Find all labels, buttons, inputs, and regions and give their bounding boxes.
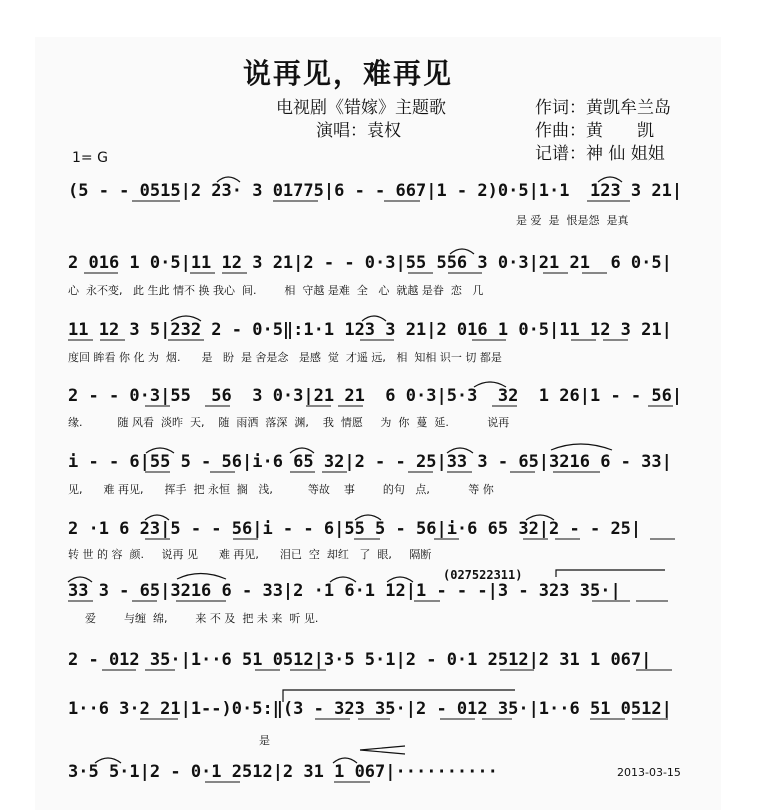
score-line-7: 33 3 - 65|3216 6 - 33|2 ·1 6·1 12|1 - - -|3 - 323 35·| [68, 581, 621, 601]
slur-mark [387, 577, 413, 582]
score-line-2: 2 016 1 0·5|11 12 3 21|2 - - 0·3|55 556 3 0·3|21 21 6 0·5| [68, 253, 672, 273]
score-line-10: 3·5 5·1|2 - 0·1 2512|2 31 1 067|·········· [68, 762, 498, 782]
hairpin-mark [360, 746, 405, 754]
slur-mark [146, 448, 174, 453]
slur-mark [551, 444, 612, 450]
grace-note-ornament: (027522311) [443, 568, 523, 582]
transcription-date: 2013-03-15 [617, 766, 681, 779]
score-line-5: i - - 6|55 5 - 56|i·6 65 32|2 - - 25|33 3 - 65|3216 6 - 33| [68, 452, 672, 472]
score-line-1: (5 - - 0515|2 23· 3 01775|6 - - 667|1 - 2)0·5|1·1 123 3 21| [68, 181, 683, 201]
song-title: 说再见，难再见 [243, 57, 454, 90]
score-line-9: 1··6 3·2 21|1--)0·5:‖(3 - 323 35·|2 - 012 35·|1··6 51 0512| [68, 699, 672, 719]
composer-credit: 作曲：黄 凯 [535, 121, 654, 141]
volta-bracket [283, 690, 515, 702]
key-signature: 1= G [72, 150, 108, 166]
slur-mark [330, 577, 356, 582]
slur-mark [217, 177, 240, 182]
slur-mark [95, 758, 121, 763]
singer-credit: 演唱：袁权 [316, 121, 401, 141]
lyric-line-7: 爱 与缠 绵, 来 不 及 把 未 来 听 见. [85, 612, 319, 625]
slur-mark [145, 515, 169, 520]
slur-mark [355, 515, 381, 520]
volta-bracket [556, 570, 665, 577]
lyric-line-2: 心 永不变, 此 生此 情不 换 我心 间. 相 守越 是难 全 心 就越 是眷 恋 几 [68, 284, 484, 297]
slur-mark [598, 177, 622, 182]
slur-mark [68, 577, 92, 582]
slur-mark [362, 316, 386, 321]
slur-mark [474, 382, 506, 387]
transcriber-credit: 记谱：神 仙 姐姐 [535, 144, 665, 164]
slur-mark [171, 316, 201, 321]
lyric-line-5: 见, 难 再见, 挥手 把 永恒 搁 浅, 等故 事 的句 点, 等 你 [68, 483, 494, 496]
score-line-6: 2 ·1 6 23|5 - - 56|i - - 6|55 5 - 56|i·6 65 32|2 - - 25| [68, 519, 642, 539]
lyric-line-4: 缘. 随 风看 淡昨 天, 随 雨洒 落深 渊, 我 情愿 为 你 蔓 延. 说再 [68, 416, 510, 429]
slur-mark [333, 758, 357, 763]
slur-mark [447, 448, 473, 453]
lyricist-credit: 作词：黄凯牟兰岛 [535, 98, 671, 118]
slur-mark [526, 515, 554, 520]
score-line-8: 2 - 012 35·|1··6 51 0512|3·5 5·1|2 - 0·1 2512|2 31 1 067| [68, 650, 652, 670]
score-line-3: 11 12 3 5|232 2 - 0·5‖:1·1 123 3 21|2 016 1 0·5|11 12 3 21| [68, 320, 672, 340]
slur-mark [177, 574, 226, 580]
lyric-line-3: 度回 眸看 你 化 为 烟. 是 盼 是 舍是念 是感 觉 才遥 远, 相 知相 识一 切 都是 [68, 351, 502, 364]
slur-mark [450, 249, 474, 254]
slur-mark [290, 448, 314, 453]
song-subtitle: 电视剧《错嫁》主题歌 [276, 98, 446, 118]
lyric-line-9: 是 [259, 734, 270, 747]
lyric-line-1: 是 爱 是 恨是怨 是真 [516, 214, 629, 227]
score-line-4: 2 - - 0·3|55 56 3 0·3|21 21 6 0·3|5·3 32 1 26|1 - - 56| [68, 386, 683, 406]
lyric-line-6: 转 世 的 容 颜. 说再 见 难 再见, 泪已 空 却红 了 眼, 隔断 [68, 548, 432, 561]
